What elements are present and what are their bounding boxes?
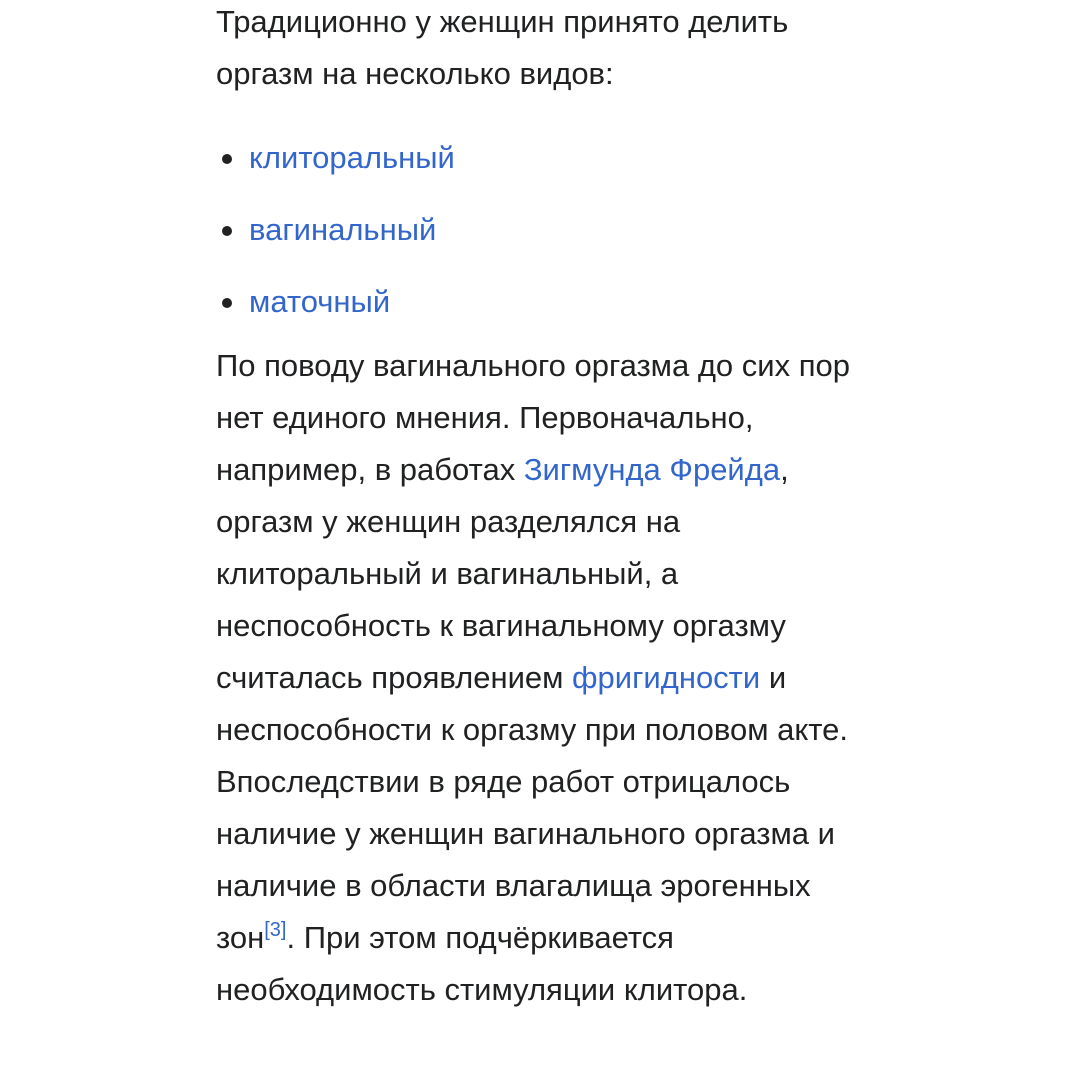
link-clitoral[interactable]: клиторальный [249,140,455,175]
intro-paragraph: Традиционно у женщин принято делить оргазм на несколько видов: [216,4,789,91]
article-content [216,0,856,1016]
paragraph-text: По поводу вагинального оргазма до сих пор нет единого мнения. Первоначально, например, в работах [216,348,850,487]
link-vaginal[interactable]: вагинальный [249,212,437,247]
list-item [216,132,856,184]
link-uterine[interactable]: маточный [249,284,391,319]
bullet-icon [222,154,232,164]
link-sigmund-freud[interactable]: Зигмунда Фрейда [523,452,781,487]
list-item [216,204,856,256]
paragraph-text: , оргазм у женщин разделялся на клиторальный и вагинальный, а неспособность к вагинальному оргазму считалась проявлением [216,452,789,695]
list-item [216,276,856,328]
orgasm-types-list [216,132,856,328]
reference-link[interactable]: [3] [264,919,287,941]
bullet-icon [222,298,232,308]
body-paragraph [216,340,856,1016]
reference-3[interactable] [264,919,286,941]
paragraph-text: и неспособности к оргазму при половом акте. Впоследствии в ряде работ отрицалось наличие у женщин вагинального оргазма и наличие в области влагалища эрогенных зон [216,660,849,955]
link-frigidity[interactable]: фригидности [572,660,761,695]
paragraph-text: . При этом подчёркивается необходимость стимуляции клитора. [216,920,748,1007]
bullet-icon [222,226,232,236]
